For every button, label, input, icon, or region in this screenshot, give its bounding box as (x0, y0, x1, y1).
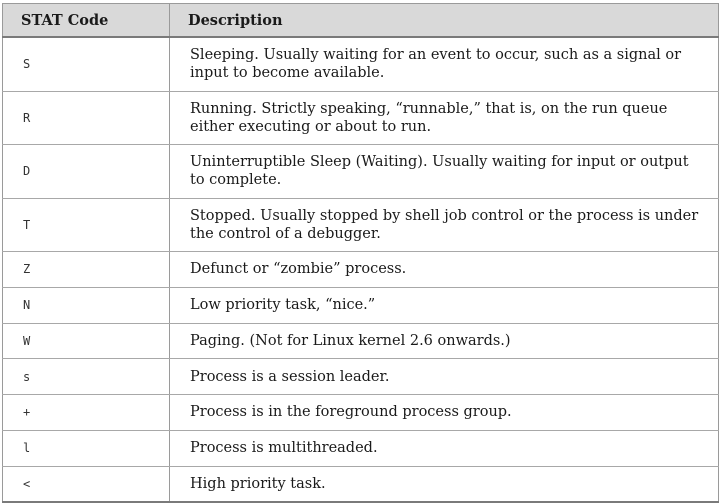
table-row (3, 91, 719, 145)
stat-code-cell: W (3, 323, 170, 359)
description-cell: Paging. (Not for Linux kernel 2.6 onwards.) (170, 323, 719, 359)
table-row (3, 37, 719, 91)
description-cell: Stopped. Usually stopped by shell job control or the process is under the control of a debugger. (170, 198, 719, 252)
stat-code-cell: T (3, 198, 170, 252)
table-row (3, 287, 719, 323)
description-cell: Defunct or “zombie” process. (170, 252, 719, 288)
description-cell: Process is in the foreground process group. (170, 395, 719, 431)
stat-code-cell: N (3, 287, 170, 323)
table-row (3, 430, 719, 466)
table-row (3, 359, 719, 395)
table-row (3, 252, 719, 288)
description-cell: Running. Strictly speaking, “runnable,” that is, on the run queue either executing or about to run. (170, 91, 719, 145)
description-cell: Sleeping. Usually waiting for an event to occur, such as a signal or input to become available. (170, 37, 719, 91)
stat-code-cell: s (3, 359, 170, 395)
description-cell: High priority task. (170, 466, 719, 502)
stat-code-cell: l (3, 430, 170, 466)
description-cell: Low priority task, “nice.” (170, 287, 719, 323)
table-row (3, 198, 719, 252)
stat-code-cell: + (3, 395, 170, 431)
header-description: Description (170, 4, 719, 38)
description-cell: Uninterruptible Sleep (Waiting). Usually waiting for input or output to complete. (170, 145, 719, 199)
stat-code-cell: R (3, 91, 170, 145)
table-row (3, 466, 719, 502)
table-row (3, 395, 719, 431)
stat-code-table (2, 3, 719, 503)
table-header-row (3, 4, 719, 38)
table-row (3, 323, 719, 359)
stat-code-cell: D (3, 145, 170, 199)
header-stat-code: STAT Code (3, 4, 170, 38)
stat-code-cell: Z (3, 252, 170, 288)
description-cell: Process is a session leader. (170, 359, 719, 395)
stat-code-cell: S (3, 37, 170, 91)
table-row (3, 145, 719, 199)
stat-code-cell: < (3, 466, 170, 502)
description-cell: Process is multithreaded. (170, 430, 719, 466)
